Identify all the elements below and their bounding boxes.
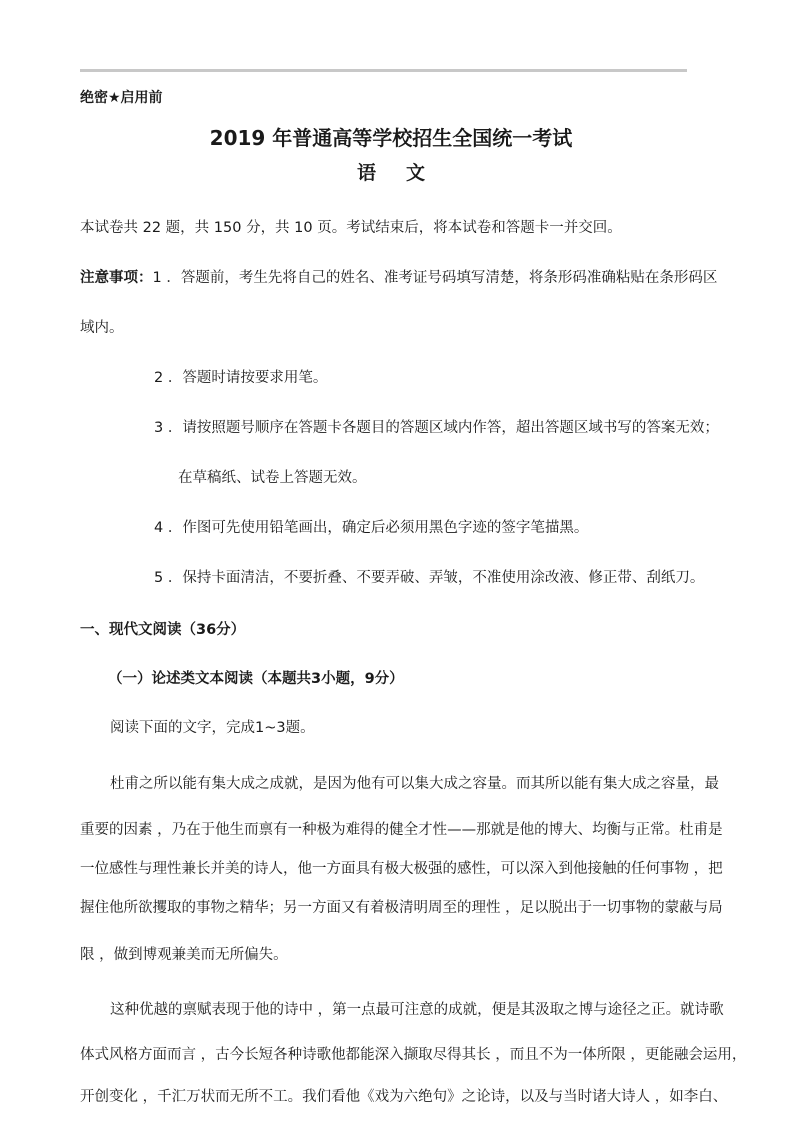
subject-title: 语文 bbox=[356, 162, 455, 184]
notes-item-4: 4 ．作图可先使用铅笔画出，确定后必须用黑色字迹的签字笔描黑。 bbox=[154, 520, 589, 536]
passage-line: 握住他所欲攫取的事物之精华；另一方面又有着极清明周至的理性 ，足以脱出于一切事物的蒙蔽与局 bbox=[80, 900, 723, 916]
passage-line: 这种优越的禀赋表现于他的诗中 ，第一点最可注意的成就，便是其汲取之博与途径之正。就诗歌 bbox=[110, 1002, 724, 1018]
secret-mark: 绝密★启用前 bbox=[80, 90, 163, 106]
section-heading: 一、现代文阅读（36分） bbox=[80, 622, 246, 638]
top-rule bbox=[80, 69, 687, 72]
passage-line: 一位感性与理性兼长并美的诗人，他一方面具有极大极强的感性，可以深入到他接触的任何事物 ，把 bbox=[80, 861, 723, 877]
notes-item-3-cont: 在草稿纸、试卷上答题无效。 bbox=[178, 470, 367, 486]
reading-instruction: 阅读下面的文字，完成1~3题。 bbox=[110, 720, 315, 736]
passage-line: 杜甫之所以能有集大成之成就，是因为他有可以集大成之容量。而其所以能有集大成之容量，最 bbox=[110, 776, 719, 792]
intro-text: 本试卷共 22 题，共 150 分，共 10 页。考试结束后，将本试卷和答题卡一并交回。 bbox=[80, 220, 622, 236]
notes-item-5: 5 ．保持卡面清洁，不要折叠、不要弄破、弄皱，不准使用涂改液、修正带、刮纸刀。 bbox=[154, 570, 705, 586]
passage-line: 开创变化 ，千汇万状而无所不工。我们看他《戏为六绝句》之论诗，以及与当时诸大诗人 ，如李白、 bbox=[80, 1089, 728, 1105]
notes-item-1 bbox=[80, 268, 717, 288]
notes-item-2: 2 ．答题时请按要求用笔。 bbox=[154, 370, 328, 386]
notes-item-3: 3 ．请按照题号顺序在答题卡各题目的答题区域内作答，超出答题区域书写的答案无效； bbox=[154, 420, 719, 436]
section-subheading: （一）论述类文本阅读（本题共3小题，9分） bbox=[108, 671, 404, 687]
passage-line: 重要的因素 ，乃在于他生而禀有一种极为难得的健全才性——那就是他的博大、均衡与正常。杜甫是 bbox=[80, 822, 723, 838]
notes-item-1-cont: 域内。 bbox=[80, 320, 124, 336]
notes-item-1-text: 1 ．答题前，考生先将自己的姓名、准考证号码填写清楚，将条形码准确粘贴在条形码区 bbox=[152, 270, 718, 286]
passage-line: 限 ，做到博观兼美而无所偏失。 bbox=[80, 947, 288, 963]
passage-line: 体式风格方面而言 ，古今长短各种诗歌他都能深入撷取尽得其长 ，而且不为一体所限 ，更能融会运用， bbox=[80, 1047, 747, 1063]
exam-title: 2019 年普通高等学校招生全国统一考试 bbox=[209, 126, 573, 150]
notes-label: 注意事项： bbox=[80, 270, 153, 286]
